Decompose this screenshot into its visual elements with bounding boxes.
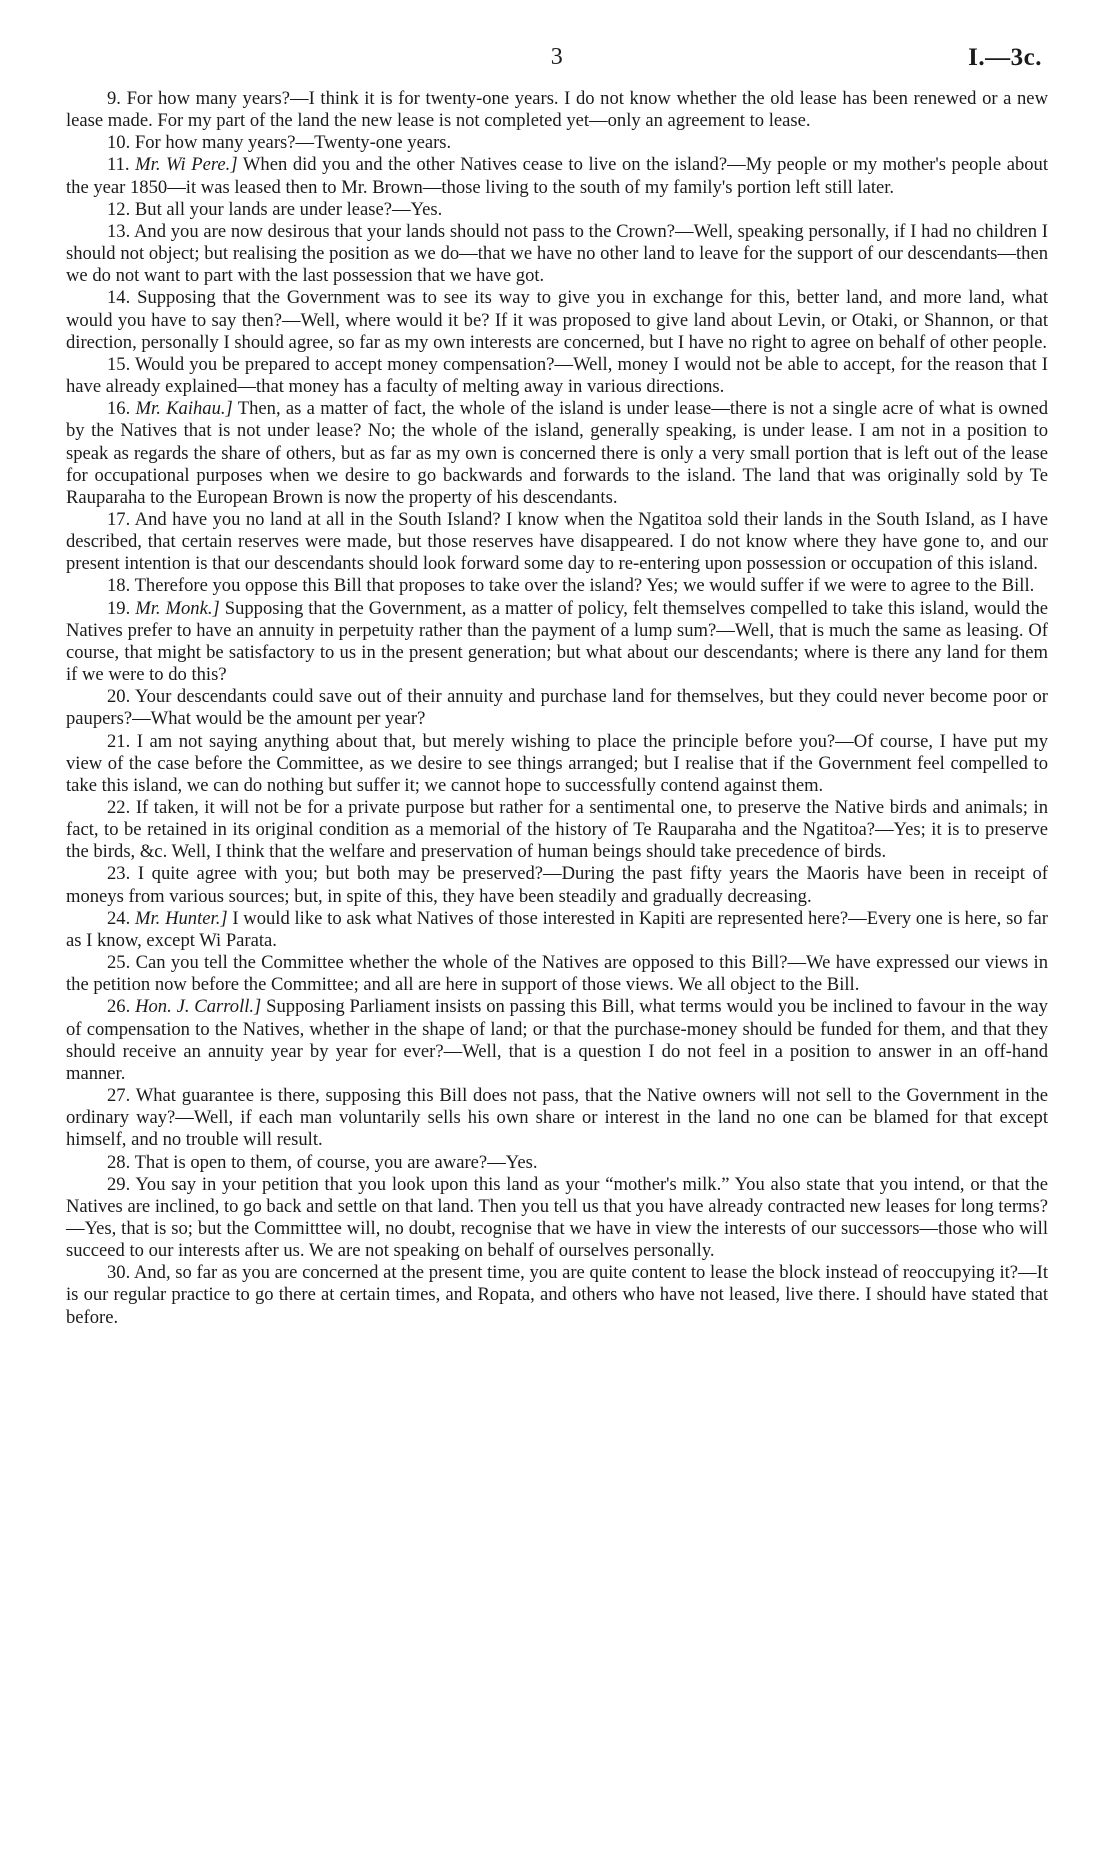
question-number: 13. <box>107 220 131 242</box>
question-paragraph <box>66 1262 1048 1328</box>
question-number: 23. <box>107 863 131 885</box>
question-number: 18. <box>107 575 131 597</box>
paragraph-text: I would like to ask what Natives of those interested in Kapiti are represented here?—Every one is here, so far as I know, except Wi Parata. <box>66 907 1048 951</box>
question-number: 14. <box>107 287 131 309</box>
page-number: 3 <box>550 44 564 70</box>
question-paragraph <box>66 509 1048 575</box>
question-paragraph <box>66 797 1048 863</box>
question-number: 10. <box>107 132 131 154</box>
question-number: 16. <box>107 398 131 420</box>
question-paragraph <box>66 1152 1048 1174</box>
paragraph-text: Supposing that the Government was to see its way to give you in exchange for this, better land, and more land, what would you have to say then?—Well, where would it be? If it was proposed to give land about Levin, or Otaki, or Shannon, or that direction, personally I should agree, so far as my own interests are concerned, but I have no right to agree on behalf of other people. <box>66 287 1048 353</box>
paragraph-text: You say in your petition that you look upon this land as your “mother's milk.” You also state that you intend, or that the Natives are inclined, to go back and settle on that land. Then you tell us that you have already contracted new leases for long terms?—Yes, that is so; but the Committtee will, no doubt, recognise that we have in view the interests of our successors—those who will succeed to our interests after us. We are not speaking on behalf of ourselves personally. <box>66 1173 1048 1262</box>
question-number: 24. <box>107 907 131 929</box>
paragraph-text: I quite agree with you; but both may be preserved?—During the past fifty years the Maoris have been in receipt of moneys from various sources; but, in spite of this, they have been steadily and gradually decreasing. <box>66 863 1049 907</box>
speaker-name: Mr. Hunter.] <box>135 907 228 929</box>
question-number: 25. <box>107 952 131 974</box>
question-number: 26. <box>107 996 131 1018</box>
question-number: 9. <box>107 88 121 109</box>
paragraph-text: If taken, it will not be for a private purpose but rather for a sentimental one, to preserve the Native birds and animals; in fact, to be retained in its original condition as a memorial of the history of Te Rauparaha and the Ngatitoa?—Yes; it is to preserve the birds, &c. Well, I think that the welfare and preservation of human beings should take precedence of birds. <box>66 797 1048 863</box>
question-paragraph <box>66 287 1048 353</box>
speaker-name: Mr. Monk.] <box>135 597 220 619</box>
page-header <box>66 36 1048 78</box>
document-reference: I.—3c. <box>968 44 1042 71</box>
question-paragraph <box>66 154 1048 198</box>
paragraph-text: Your descendants could save out of their annuity and purchase land for themselves, but they could never become poor or paupers?—What would be the amount per year? <box>66 686 1049 730</box>
question-number: 29. <box>107 1173 131 1195</box>
question-number: 20. <box>107 686 131 708</box>
question-number: 30. <box>107 1262 131 1284</box>
question-paragraph <box>66 575 1048 597</box>
paragraph-text: Can you tell the Committee whether the whole of the Natives are opposed to this Bill?—We have expressed our views in the petition now before the Committee; and all are here in support of those views. We all object to the Bill. <box>66 952 1049 996</box>
paragraph-text: But all your lands are under lease?—Yes. <box>134 198 443 220</box>
paragraph-text: For how many years?—I think it is for twenty-one years. I do not know whether the old lease has been renewed or a new lease made. For my part of the land the new lease is not completed yet—only an agreement to lease. <box>66 88 1048 132</box>
paragraph-text: And have you no land at all in the South Island? I know when the Ngatitoa sold their lands in the South Island, as I have described, that certain reserves were made, but those reserves have disappeared. I do not know where they have gone to, and our present intention is that our descendants should look forward some day to re-entering upon possession or occupation of this island. <box>66 508 1049 575</box>
question-paragraph <box>66 908 1048 952</box>
question-paragraph <box>66 88 1048 132</box>
speaker-name: Mr. Kaihau.] <box>135 398 233 420</box>
paragraph-text: Supposing that the Government, as a matter of policy, felt themselves compelled to take this island, would the Natives prefer to have an annuity in perpetuity rather than the payment of a lump sum?—Well, that is much the same as leasing. Of course, that might be satisfactory to us in the present generation; but what about our descendants; where is there any land for them if we were to do this? <box>66 597 1049 686</box>
question-number: 17. <box>107 508 131 530</box>
question-paragraph <box>66 199 1048 221</box>
question-paragraph <box>66 863 1048 907</box>
speaker-name: Mr. Wi Pere.] <box>135 154 238 176</box>
question-paragraph <box>66 686 1048 730</box>
question-number: 19. <box>107 597 131 619</box>
question-paragraph <box>66 132 1048 154</box>
paragraph-text: That is open to them, of course, you are aware?—Yes. <box>134 1151 538 1173</box>
paragraph-text: Would you be prepared to accept money compensation?—Well, money I would not be able to accept, for the reason that I have already explained—that money has a faculty of melting away in various directions. <box>66 353 1048 398</box>
paragraph-text: I am not saying anything about that, but merely wishing to place the principle before you?—Of course, I have put my view of the case before the Committee, as we desire to see things arranged; but I realise that if the Government feel compelled to take this island, we can do nothing but suffer it; we cannot hope to successfully contend against them. <box>66 730 1048 796</box>
paragraph-text: Therefore you oppose this Bill that proposes to take over the island? Yes; we would suffer if we were to agree to the Bill. <box>134 575 1035 597</box>
question-number: 27. <box>107 1085 131 1107</box>
paragraph-text: And, so far as you are concerned at the present time, you are quite content to lease the block instead of reoccupying it?—It is our regular practice to go there at certain times, and Ropata, and others who have not leased, live there. I should have stated that before. <box>66 1262 1049 1328</box>
question-paragraph <box>66 1174 1048 1263</box>
question-number: 15. <box>107 353 131 375</box>
question-paragraph <box>66 598 1048 687</box>
paragraph-text: For how many years?—Twenty-one years. <box>134 132 452 154</box>
question-paragraph <box>66 952 1048 996</box>
question-paragraph <box>66 996 1048 1085</box>
question-paragraph <box>66 731 1048 797</box>
paragraph-text: When did you and the other Natives cease to live on the island?—My people or my mother's people about the year 1850—it was leased then to Mr. Brown—those living to the south of my family's portion left still later. <box>66 154 1049 198</box>
question-paragraph <box>66 354 1048 398</box>
question-paragraph <box>66 221 1048 287</box>
paragraph-text: What guarantee is there, supposing this Bill does not pass, that the Native owners will not sell to the Government in the ordinary way?—Well, if each man voluntarily sells his own share or interest in the land no one can be blamed for that except himself, and no trouble will result. <box>66 1085 1048 1151</box>
speaker-name: Hon. J. Carroll.] <box>135 996 262 1018</box>
question-paragraph <box>66 398 1048 509</box>
question-paragraph <box>66 1085 1048 1151</box>
question-number: 22. <box>107 797 131 818</box>
question-number: 28. <box>107 1151 131 1173</box>
question-number: 21. <box>107 730 131 752</box>
paragraph-text: Then, as a matter of fact, the whole of the island is under lease—there is not a single acre of what is owned by the Natives that is not under lease? No; the whole of the island, generally speaking, is under lease. I am not in a position to speak as regards the share of others, but as far as my own is concerned there is only a very small portion that is left out of the lease for occupational purposes when we desire to go backwards and forwards to the island. The land that was originally sold by Te Rauparaha to the European Brown is now the property of his descendants. <box>66 398 1048 508</box>
question-number: 12. <box>107 198 131 220</box>
paragraph-text: And you are now desirous that your lands should not pass to the Crown?—Well, speaking personally, if I had no children I should not object; but realising the position as we do—that we have no other land to leave for the support of our descendants—then we do not want to part with the last possession that we have got. <box>66 220 1048 287</box>
question-number: 11. <box>107 154 130 176</box>
document-body <box>66 88 1048 1329</box>
paragraph-text: Supposing Parliament insists on passing this Bill, what terms would you be inclined to favour in the way of compensation to the Natives, whether in the shape of land; or that the purchase-money should be funded for them, and that they should receive an annuity year by year for ever?—Well, that is a question I do not feel in a position to answer in an off-hand manner. <box>66 996 1048 1084</box>
